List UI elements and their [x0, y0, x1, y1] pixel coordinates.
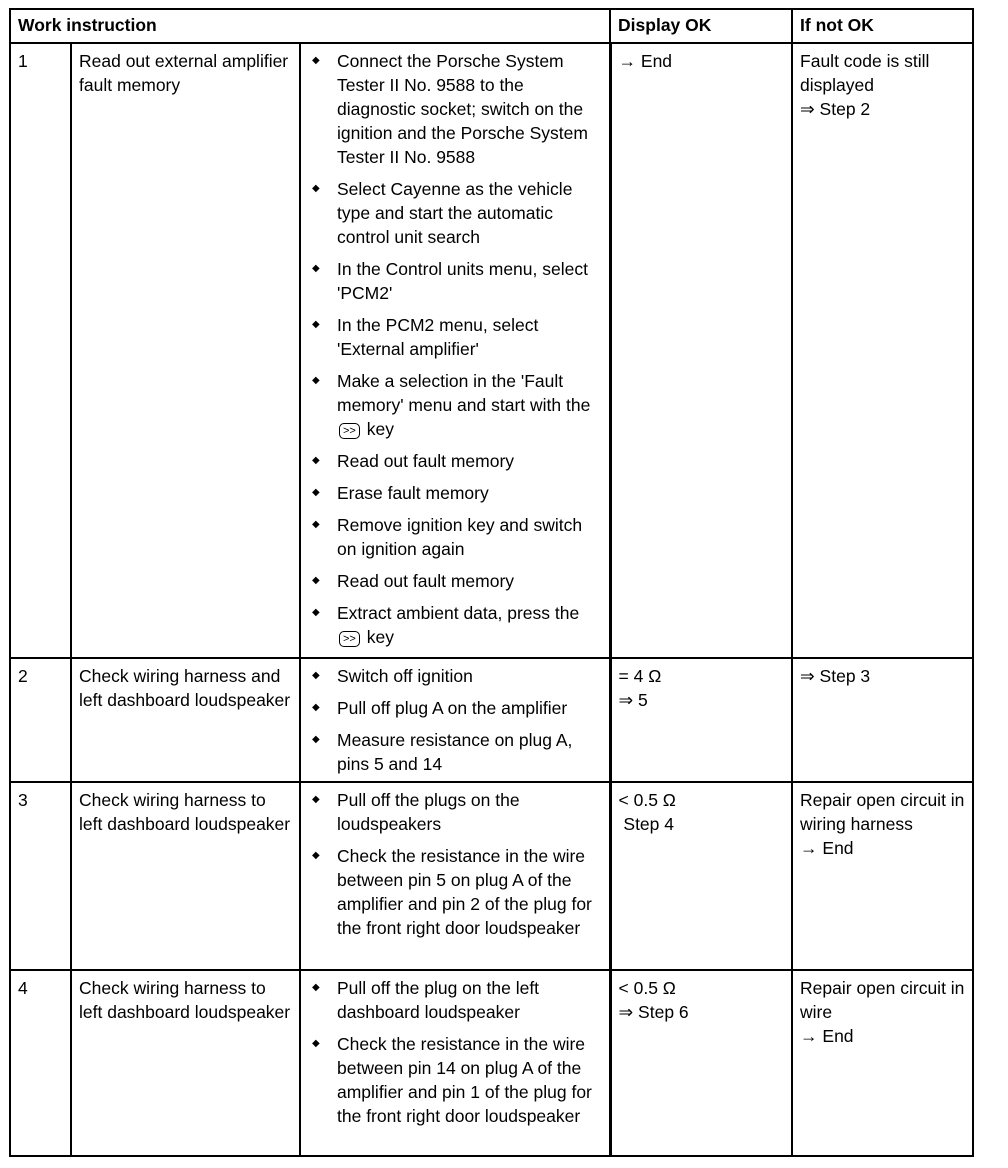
list-item [310, 513, 603, 561]
action-text: Check the resistance in the wire between pin 5 on plug A of the amplifier and pin 2 of the plug for the front right door loudspeaker [337, 845, 592, 938]
list-item [310, 664, 603, 688]
table-row [10, 970, 973, 1156]
if-not-ok-line: ⇒ Step 3 [800, 665, 871, 686]
action-text: Check the resistance in the wire between pin 14 on plug A of the amplifier and pin 1 of the plug for the front right door loudspeaker [337, 1033, 592, 1126]
action-text: In the Control units menu, select 'PCM2' [337, 259, 588, 303]
list-item [310, 313, 603, 361]
step-actions [300, 782, 610, 970]
display-ok-line: Step 4 [618, 813, 674, 834]
if-not-ok-cell [792, 43, 973, 658]
if-not-ok-line: Repair open circuit in wire [800, 977, 965, 1022]
list-item [310, 976, 603, 1024]
display-ok-line: ⇒ 5 [618, 689, 648, 710]
action-text: Read out fault memory [337, 571, 515, 591]
action-text: key [366, 419, 394, 439]
step-number: 4 [10, 970, 71, 1156]
list-item [310, 177, 603, 249]
list-item [310, 481, 603, 505]
display-ok-cell [610, 658, 792, 782]
action-text: Extract ambient data, press the [337, 603, 580, 623]
list-item [310, 728, 603, 776]
step-title: Check wiring harness and left dashboard loudspeaker [71, 658, 300, 782]
list-item [310, 601, 603, 649]
action-text: key [366, 627, 394, 647]
action-text: Read out fault memory [337, 451, 515, 471]
tester-key-icon: >> [339, 423, 360, 439]
step-actions [300, 658, 610, 782]
header-display-ok: Display OK [610, 9, 792, 43]
action-list [310, 976, 603, 1128]
display-ok-line: = 4 Ω [618, 665, 662, 686]
if-not-ok-cell [792, 658, 973, 782]
list-item [310, 788, 603, 836]
list-item [310, 696, 603, 720]
header-work-instruction: Work instruction [10, 9, 610, 43]
display-ok-cell [610, 43, 792, 658]
action-list [310, 788, 603, 940]
if-not-ok-cell [792, 970, 973, 1156]
if-not-ok-line: Repair open circuit in wiring harness [800, 789, 965, 834]
list-item [310, 844, 603, 940]
table-row [10, 43, 973, 658]
step-number: 1 [10, 43, 71, 658]
if-not-ok-line: Fault code is still displayed [800, 51, 930, 95]
step-title: Check wiring harness to left dashboard loudspeaker [71, 782, 300, 970]
display-ok-line: < 0.5 Ω [618, 789, 676, 810]
header-if-not-ok: If not OK [792, 9, 973, 43]
table-row [10, 658, 973, 782]
list-item [310, 569, 603, 593]
step-title: Read out external amplifier fault memory [71, 43, 300, 658]
if-not-ok-line: → End [800, 1025, 854, 1046]
action-text: Switch off ignition [337, 665, 473, 686]
action-list [310, 664, 603, 776]
step-number: 3 [10, 782, 71, 970]
display-ok-cell [610, 970, 792, 1156]
display-ok-cell [610, 782, 792, 970]
table-row [10, 782, 973, 970]
action-text: Pull off the plug on the left dashboard loudspeaker [337, 977, 540, 1022]
action-text: Erase fault memory [337, 483, 489, 503]
step-number: 2 [10, 658, 71, 782]
display-ok-line: < 0.5 Ω [618, 977, 676, 998]
if-not-ok-line: → End [800, 837, 854, 858]
display-ok-line: ⇒ Step 6 [618, 1001, 689, 1022]
action-text: Pull off plug A on the amplifier [337, 697, 568, 718]
table-body [10, 43, 973, 1156]
step-actions [300, 970, 610, 1156]
display-ok-line: → End [618, 51, 673, 71]
list-item [310, 49, 603, 169]
action-text: Pull off the plugs on the loudspeakers [337, 789, 520, 834]
action-text: Make a selection in the 'Fault memory' menu and start with the [337, 371, 591, 415]
header-row [10, 9, 973, 43]
list-item [310, 257, 603, 305]
step-title: Check wiring harness to left dashboard loudspeaker [71, 970, 300, 1156]
if-not-ok-cell [792, 782, 973, 970]
tester-key-icon: >> [339, 631, 360, 647]
action-text: Select Cayenne as the vehicle type and start the automatic control unit search [337, 179, 573, 247]
work-instruction-table [9, 8, 974, 1157]
action-text: In the PCM2 menu, select 'External amplifier' [337, 315, 539, 359]
if-not-ok-line: ⇒ Step 2 [800, 99, 871, 119]
action-text: Remove ignition key and switch on ignition again [337, 515, 583, 559]
action-list [310, 49, 603, 649]
list-item [310, 369, 603, 441]
action-text: Connect the Porsche System Tester II No. 9588 to the diagnostic socket; switch on the ignition and the Porsche System Tester II No. 9588 [337, 51, 588, 167]
list-item [310, 1032, 603, 1128]
list-item [310, 449, 603, 473]
step-actions [300, 43, 610, 658]
action-text: Measure resistance on plug A, pins 5 and 14 [337, 729, 573, 774]
